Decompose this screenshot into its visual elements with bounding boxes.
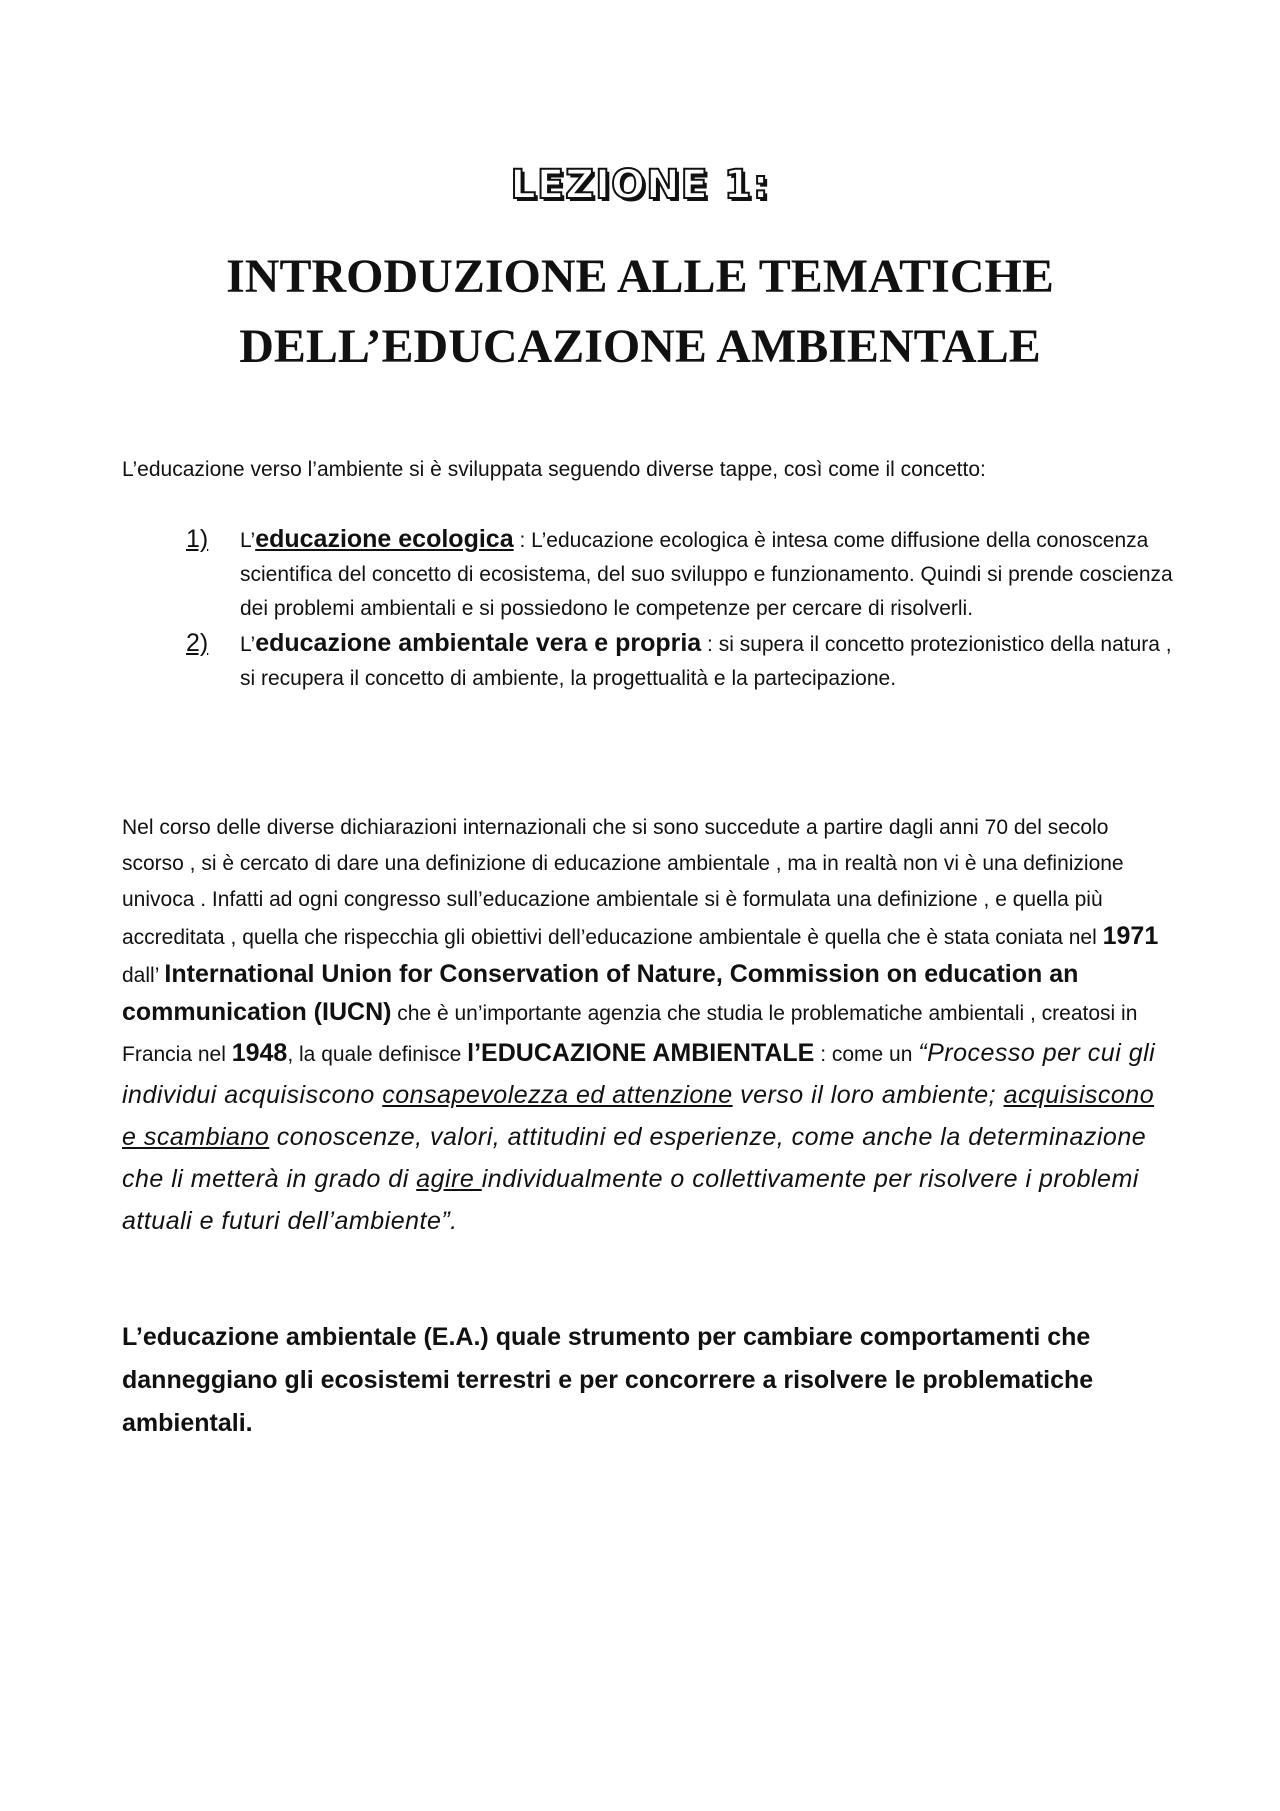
paragraph-text: , la quale definisce [287, 1043, 468, 1066]
list-item-keyword: educazione ambientale vera e propria [255, 629, 702, 657]
list-item [186, 522, 1176, 626]
list-item-number: 1) [186, 525, 209, 553]
year-1971: 1971 [1102, 922, 1159, 950]
list-item-article: L’ [240, 633, 256, 656]
closing-statement: L’educazione ambientale (E.A.) quale strumento per cambiare comportamenti che danneggiano gli ecosistemi terrestri e per concorrere a risolvere le problematiche ambientali. [122, 1323, 1094, 1437]
quote-text: individualmente o collettivamente per risolvere i problemi attuali e futuri dell’ambiente”. [122, 1165, 1139, 1235]
stages-list [186, 522, 1176, 696]
list-item-article: L’ [240, 529, 256, 552]
quote-text: conoscenze, valori, attitudini ed esperienze, come anche la determinazione che li metterà in grado di [122, 1123, 1147, 1193]
quote-underlined: acquisiscono e scambiano [122, 1081, 1155, 1151]
year-1948: 1948 [231, 1039, 288, 1067]
quote-text: “Processo per cui gli individui acquisiscono [122, 1039, 1156, 1109]
paragraph-text: : come un [814, 1043, 919, 1066]
paragraph-text: dall’ [122, 964, 165, 987]
page-title [0, 242, 1280, 382]
lesson-heading: LEZIONE 1: [510, 162, 770, 208]
list-item-text: : si supera il concetto protezionistico della natura , si recupera il concetto di ambiente, la progettualità e la partecipazione. [240, 633, 1172, 690]
list-item-keyword: educazione ecologica [255, 525, 514, 553]
definition-paragraph [122, 810, 1172, 1242]
organization-name: International Union for Conservation of Nature, Commission on education an communication (IUCN) [122, 960, 1079, 1026]
quote-underlined: agire [416, 1165, 482, 1193]
list-item-text: : L’educazione ecologica è intesa come diffusione della conoscenza scientifica del concetto di ecosistema, del suo sviluppo e funzionamento. Quindi si prende coscienza dei problemi ambientali e si possiedono le competenze per cercare di risolverli. [240, 529, 1173, 620]
ea-term: l’EDUCAZIONE AMBIENTALE [467, 1039, 815, 1067]
paragraph-text: che è un’importante agenzia che studia le problematiche ambientali , creatosi in Francia nel [122, 1002, 1138, 1066]
paragraph-text: Nel corso delle diverse dichiarazioni internazionali che si sono succedute a partire dagli anni 70 del secolo scorso , si è cercato di dare una definizione di educazione ambientale , ma in realtà non vi è una definizione univoca . Infatti ad ogni congresso sull’educazione ambientale si è formulata una definizione , e quella più accreditata , quella che rispecchia gli obiettivi dell’educazione ambientale è quella che è stata coniata nel [122, 816, 1124, 949]
definition-quote [122, 1039, 1155, 1235]
list-item-number: 2) [186, 629, 209, 657]
quote-text: verso il loro ambiente; [732, 1081, 1004, 1109]
list-item [186, 626, 1176, 696]
intro-text: L’educazione verso l’ambiente si è sviluppata seguendo diverse tappe, così come il concetto: [122, 458, 986, 481]
quote-underlined: consapevolezza ed attenzione [382, 1081, 733, 1109]
title-line-2: DELL’EDUCAZIONE AMBIENTALE [239, 320, 1041, 373]
title-line-1: INTRODUZIONE ALLE TEMATICHE [226, 250, 1054, 303]
